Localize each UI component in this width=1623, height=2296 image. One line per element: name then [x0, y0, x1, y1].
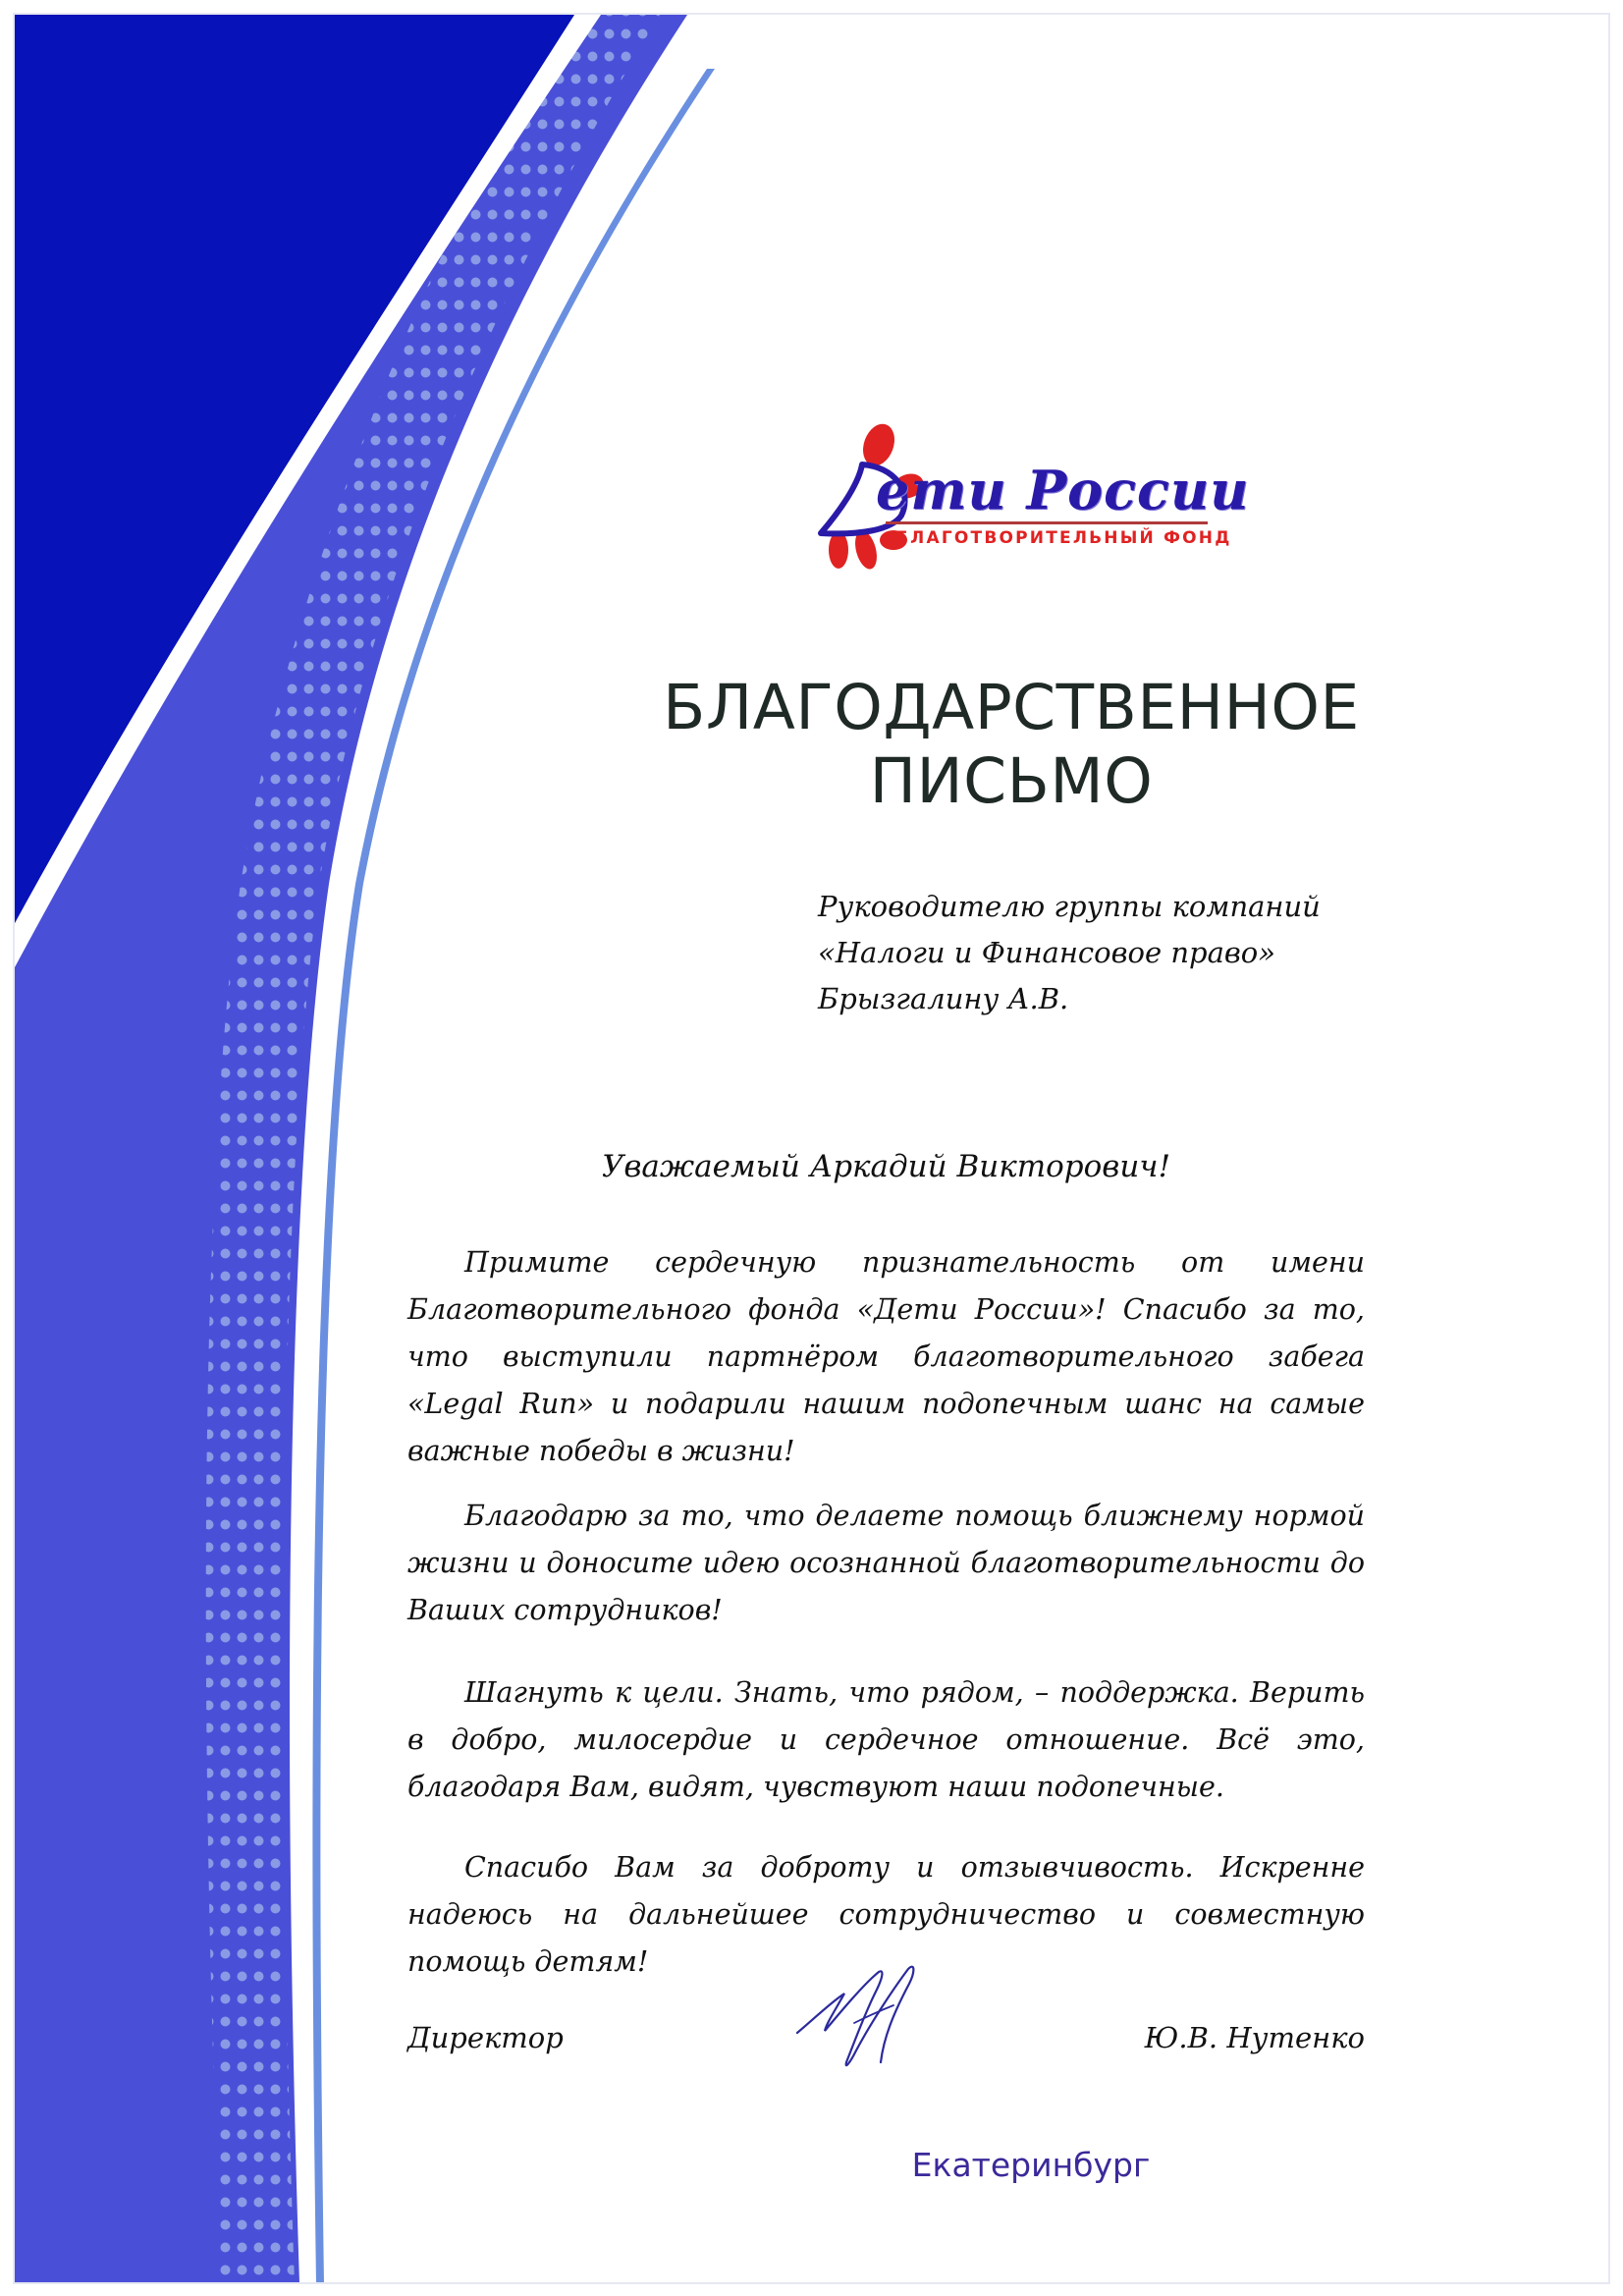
title-line-2: ПИСЬМО [869, 745, 1154, 817]
foundation-logo [815, 417, 1250, 570]
recipient-line-2: «Налоги и Финансовое право» [818, 936, 1275, 969]
logo-underline [886, 521, 1208, 524]
recipient-block [818, 884, 1368, 1022]
logo-subtitle: БЛАГОТВОРИТЕЛЬНЫЙ ФОНД [895, 528, 1232, 548]
recipient-line-3: Брызгалину А.В. [818, 982, 1069, 1015]
greeting: Уважаемый Аркадий Викторович! [601, 1149, 1171, 1184]
title-line-1: БЛАГОДАРСТВЕННОЕ [663, 672, 1360, 743]
handwritten-signature [785, 1964, 1001, 2072]
signer-role: Директор [407, 2021, 564, 2054]
body-paragraph: Спасибо Вам за доброту и отзывчивость. Искренне надеюсь на дальнейшее сотрудничество и совместную помощь детям! [407, 1851, 1365, 1978]
body-paragraph: Благодарю за то, что делаете помощь ближнему нормой жизни и доносите идею осознанной благотворительности до Ваших сотрудников! [407, 1500, 1365, 1626]
recipient-line-1: Руководителю группы компаний [818, 890, 1321, 923]
body-paragraph: Шагнуть к цели. Знать, что рядом, – поддержка. Верить в добро, милосердие и сердечное отношение. Всё это, благодаря Вам, видят, чувствуют наши подопечные. [407, 1676, 1365, 1803]
city-footer: Екатеринбург [911, 2146, 1151, 2184]
logo-title: ети России [876, 459, 1250, 521]
document-title [589, 671, 1434, 818]
body-paragraph: Примите сердечную признательность от имени Благотворительного фонда «Дети России»! Спасибо за то, что выступили партнёром благотворительного забега «Legal Run» и подарили нашим подопечным шанс на самые важные победы в жизни! [407, 1246, 1365, 1467]
signer-name: Ю.В. Нутенко [1144, 2021, 1365, 2054]
